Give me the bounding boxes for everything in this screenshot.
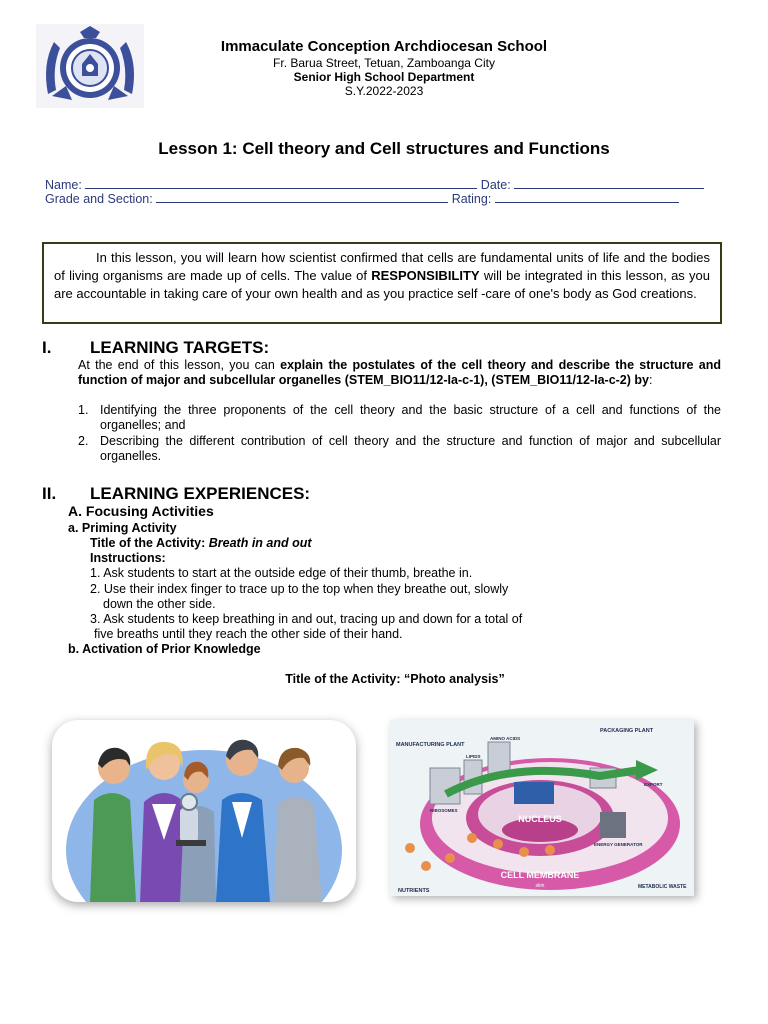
intro-text-2: will be integrated in this lesson, as you are accountable in taking care of your own health and as you practice self -care of one's body as God creations. [54, 268, 710, 301]
target-item-text: Identifying the three proponents of the cell theory and the basic structure of a cell and functions of the organelles; and [100, 403, 721, 432]
target-item-1 [78, 403, 721, 433]
scientists-image [52, 720, 356, 902]
nucleus-label: NUCLEUS [518, 814, 562, 824]
scientists-illustration [52, 720, 356, 902]
section-2-title: LEARNING EXPERIENCES: [90, 484, 311, 503]
priming-activity-label: a. Priming Activity [68, 521, 177, 535]
intro-responsibility: RESPONSIBILITY [371, 268, 480, 283]
name-row [45, 178, 704, 193]
cell-membrane-label: CELL MEMBRANE [500, 870, 580, 880]
learning-targets-lead [78, 358, 721, 388]
activity-title: Breath in and out [208, 536, 312, 550]
energy-generator-label: ENERGY GENERATOR [594, 842, 643, 847]
name-label: Name: [45, 178, 82, 192]
lesson-title: Lesson 1: Cell theory and Cell structures and Functions [158, 139, 610, 158]
lead-bold: explain the postulates of the cell theory and describe the structure and function of major and subcellular organelles (STEM_BIO11/12-Ia-c-1), (STEM_BIO11/12-Ia-c-2) by [78, 358, 721, 387]
target-item-number: 1. [78, 403, 89, 417]
activity-title-label: Title of the Activity: [90, 536, 209, 550]
target-item-text: Describing the different contribution of cell theory and the structure and function of major and subcellular organelles. [100, 434, 721, 463]
grade-label: Grade and Section: [45, 192, 153, 206]
lead-text: At the end of this lesson, you can [78, 358, 281, 372]
cell-factory-image [390, 720, 694, 896]
grade-blank[interactable] [156, 192, 448, 203]
name-blank[interactable] [85, 178, 477, 189]
photo-analysis-title: Title of the Activity: “Photo analysis” [285, 672, 505, 686]
instruction-step-continued: down the other side. [103, 597, 216, 611]
intro-text-1: In this lesson, you will learn how scientist confirmed that cells are fundamental units of life and the bodies of living organisms are made up of cells. The value of [54, 250, 710, 283]
amino-acids-label: AMINO ACIDS [490, 736, 521, 741]
school-name: Immaculate Conception Archdiocesan School [220, 38, 548, 55]
lipids-label: LIPIDS [466, 754, 481, 759]
ribosomes-label: RIBOSOMES [430, 808, 458, 813]
school-seal-logo [36, 24, 144, 108]
section-1-title: LEARNING TARGETS: [90, 338, 270, 357]
school-year: S.Y.2022-2023 [344, 84, 424, 98]
packaging-label: PACKAGING PLANT [600, 728, 654, 734]
instructions-label: Instructions: [90, 551, 166, 565]
target-item-2 [78, 434, 721, 464]
lead-end: : [648, 373, 653, 387]
school-address: Fr. Barua Street, Tetuan, Zamboanga City [273, 56, 495, 70]
instruction-step: 1. Ask students to start at the outside edge of their thumb, breathe in. [90, 566, 473, 580]
date-blank[interactable] [514, 178, 704, 189]
instruction-step: 3. Ask students to keep breathing in and out, tracing up and down for a total of [90, 612, 523, 626]
section-1-heading [42, 338, 269, 358]
section-2-number: II. [42, 484, 57, 503]
target-item-number: 2. [78, 434, 89, 448]
nutrients-label: NUTRIENTS [398, 888, 430, 894]
activation-label: b. Activation of Prior Knowledge [68, 642, 261, 656]
intro-box [42, 242, 722, 324]
rating-blank[interactable] [495, 192, 679, 203]
export-label: EXPORT [644, 782, 663, 787]
metabolic-waste-label: METABOLIC WASTE [638, 884, 687, 890]
cell-factory-diagram [390, 720, 694, 896]
date-label: Date: [480, 178, 511, 192]
skin-label: skin [535, 883, 545, 889]
rating-label: Rating: [451, 192, 492, 206]
instruction-step: 2. Use their index finger to trace up to the top when they breathe out, slowly [90, 582, 509, 596]
priming-title-row [90, 536, 312, 551]
manufacturing-label: MANUFACTURING PLANT [396, 742, 465, 748]
section-2-heading [42, 484, 310, 504]
focusing-activities-heading: A. Focusing Activities [68, 503, 214, 519]
grade-row [45, 192, 679, 207]
section-1-number: I. [42, 338, 52, 357]
instruction-step-continued: five breaths until they reach the other side of their hand. [94, 627, 403, 641]
department: Senior High School Department [293, 70, 475, 84]
